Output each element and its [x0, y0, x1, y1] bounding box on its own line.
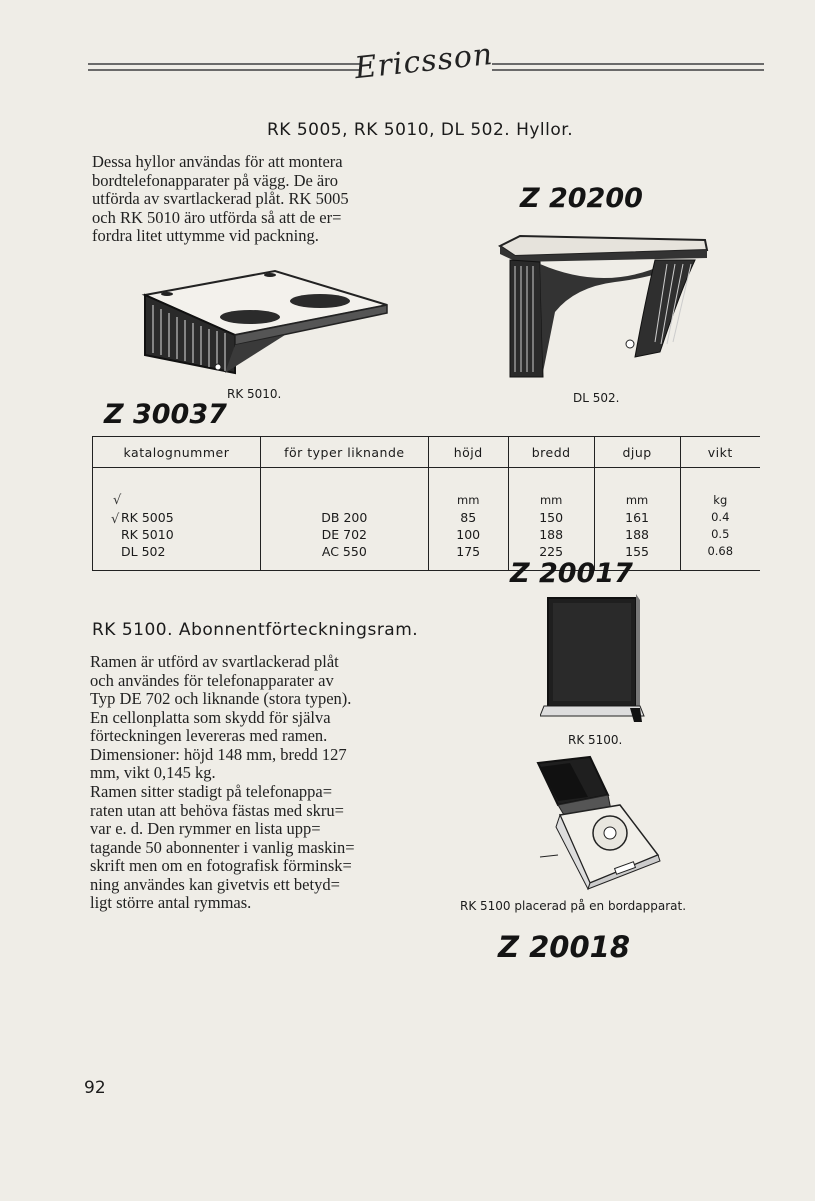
paragraph-line: Ramen sitter stadigt på telefonappa= [90, 782, 333, 801]
caption-dl502: DL 502. [573, 391, 620, 405]
handwritten-ref-left: Z 30037 [104, 399, 227, 430]
handwritten-ref-right: Z 20200 [520, 183, 643, 214]
handwritten-ref-bottom: Z 20018 [498, 930, 631, 964]
section2-title: RK 5100. Abonnentförteckningsram. [92, 620, 419, 640]
paragraph-line: Dimensioner: höjd 148 mm, bredd 127 [90, 744, 347, 764]
table-cell: 0.68 [707, 544, 734, 558]
table-cell: AC 550 [321, 544, 367, 559]
ericsson-logo: Ericsson [353, 36, 495, 87]
paragraph-line: bordtelefonapparater på vägg. De äro [92, 170, 339, 190]
unit-label: mm [625, 493, 649, 507]
dl502-shelf-image [495, 232, 710, 382]
paragraph-line: skrift men om en fotografisk förminsk= [90, 856, 352, 875]
paragraph-line: ning användes kan givetvis ett betyd= [90, 874, 340, 894]
table-cell: 85 [460, 510, 477, 525]
table-cell: 188 [539, 527, 564, 542]
paragraph-line: En cellonplatta som skydd för själva [90, 707, 331, 727]
col-hojd [428, 468, 508, 571]
header-bredd: bredd [508, 437, 594, 468]
col-vikt [680, 468, 760, 571]
unit-label: mm [457, 493, 480, 507]
col-bredd [508, 468, 594, 571]
table-cell: 100 [456, 527, 481, 542]
col-djup [594, 468, 680, 571]
paragraph-line: var e. d. Den rymmer en lista upp= [90, 819, 321, 838]
section2-paragraph-1 [90, 653, 430, 783]
table-cell: 0.4 [711, 510, 730, 524]
table-cell: DL 502 [121, 544, 166, 559]
rk5100-on-phone-image [530, 755, 665, 895]
checkmark-rk5010: √ [111, 512, 120, 527]
spec-table [92, 436, 760, 571]
paragraph-line: och användes för telefonapparater av [90, 670, 334, 690]
table-cell: RK 5010 [121, 527, 174, 542]
header-katalognummer: katalognummer [93, 437, 261, 468]
header-djup: djup [594, 437, 680, 468]
caption-rk5100-phone: RK 5100 placerad på en bordapparat. [460, 899, 687, 913]
rk5100-frame-image [540, 590, 650, 725]
rk5010-shelf-image [125, 265, 390, 385]
header-hojd: höjd [428, 437, 508, 468]
paragraph-line: förteckningen levereras med ramen. [90, 726, 328, 745]
section2-paragraph-2 [90, 783, 430, 913]
table-body-row [93, 468, 761, 571]
header-vikt: vikt [680, 437, 760, 468]
table-cell: 175 [456, 544, 481, 559]
checkmark-rk5005: √ [113, 493, 122, 508]
paragraph-line: tagande 50 abonnenter i vanlig maskin= [90, 837, 355, 857]
paragraph-line: Dessa hyllor användas för att montera [92, 152, 343, 171]
table-cell: DB 200 [321, 510, 368, 525]
unit-label: kg [713, 493, 728, 507]
paragraph-line: mm, vikt 0,145 kg. [90, 763, 216, 782]
table-cell: 188 [625, 527, 649, 542]
table-cell: DE 702 [321, 527, 367, 542]
table-header-row [93, 437, 761, 468]
table-cell: RK 5005 [121, 510, 174, 525]
table-cell: 155 [625, 544, 649, 559]
table-cell: 0.5 [711, 527, 730, 541]
table-cell: 150 [539, 510, 564, 525]
header-rule-right [492, 63, 764, 65]
paragraph-line: Typ DE 702 och liknande (stora typen). [90, 689, 352, 708]
caption-rk5010: RK 5010. [227, 387, 282, 401]
paragraph-line: utförda av svartlackerad plåt. RK 5005 [92, 189, 349, 208]
paragraph-line: och RK 5010 äro utförda så att de er= [92, 207, 342, 227]
caption-rk5100: RK 5100. [568, 733, 623, 747]
table-cell: 225 [539, 544, 564, 559]
page-number: 92 [84, 1078, 106, 1098]
col-typer [260, 468, 428, 571]
paragraph-line: fordra litet uttymme vid packning. [92, 226, 319, 245]
header-rule-left [88, 63, 360, 65]
header-typer: för typer liknande [260, 437, 428, 468]
header-rule-left-2 [88, 69, 360, 71]
paragraph-line: ligt större antal rymmas. [90, 893, 252, 912]
section1-title: RK 5005, RK 5010, DL 502. Hyllor. [267, 120, 574, 140]
paragraph-line: Ramen är utförd av svartlackerad plåt [90, 652, 339, 671]
header-rule-right-2 [492, 69, 764, 71]
section1-paragraph [92, 153, 422, 246]
handwritten-ref-top: Z 20017 [510, 558, 633, 589]
table-cell: 161 [625, 510, 649, 525]
unit-label: mm [539, 493, 563, 507]
paragraph-line: raten utan att behöva fästas med skru= [90, 800, 344, 820]
